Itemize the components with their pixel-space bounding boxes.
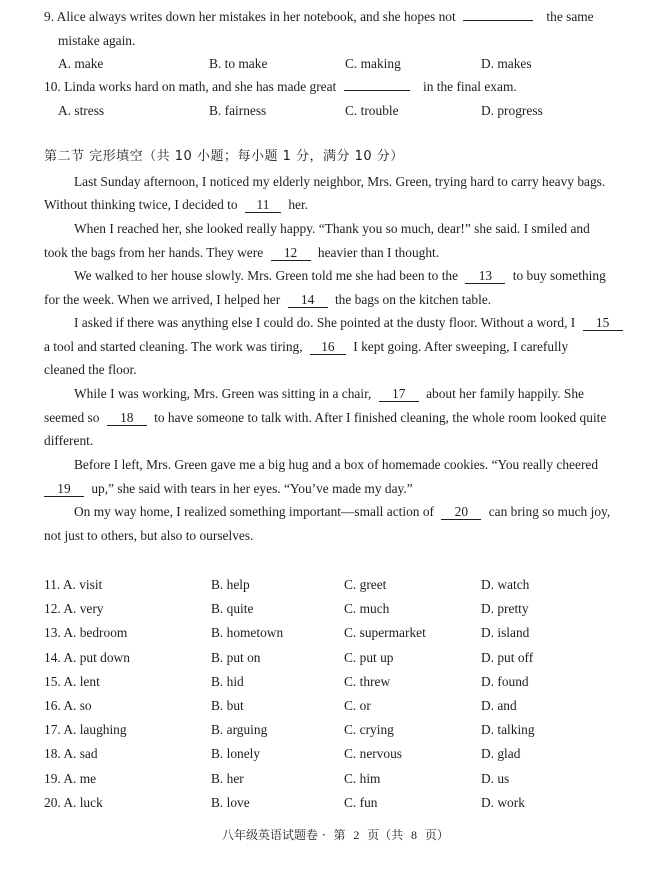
passage-text: a tool and started cleaning. The work was tiring, <box>44 339 303 354</box>
passage-text: up,” she said with tears in her eyes. “You’ve made my day.” <box>91 481 413 496</box>
q14-option-d: D. put off <box>481 649 534 665</box>
passage-text: On my way home, I realized something important—small action of <box>74 504 434 519</box>
q18-option-d: D. glad <box>481 746 521 762</box>
q16-option-c: C. or <box>344 698 371 713</box>
passage-p1-line2 <box>44 196 308 214</box>
q11-option-a: 11. A. visit <box>44 577 103 592</box>
q20-option-c: C. fun <box>344 794 378 810</box>
blank-11: 11 <box>245 197 281 213</box>
passage-p3-line1 <box>74 267 606 285</box>
q12-option-a: 12. A. very <box>44 601 104 617</box>
blank-16: 16 <box>310 339 346 355</box>
passage-text: to buy something <box>512 268 606 283</box>
q12-option-c: C. much <box>344 601 390 617</box>
q14-option-a: 14. A. put down <box>44 649 130 665</box>
footer-page-suffix: 页） <box>424 828 449 842</box>
q9-option-a: A. make <box>58 56 104 71</box>
q11-option-d: D. watch <box>481 577 530 592</box>
passage-p5-line1 <box>74 385 584 403</box>
q18-option-a: 18. A. sad <box>44 746 98 762</box>
blank-19: 19 <box>44 481 84 497</box>
passage-text: While I was working, Mrs. Green was sitting in a chair, <box>74 386 372 401</box>
footer-page-mid: 页（共 <box>367 828 404 842</box>
q10-text-before: 10. Linda works hard on math, and she has made great <box>44 79 337 94</box>
blank-14: 14 <box>288 292 328 308</box>
blank-17: 17 <box>379 386 419 402</box>
q17-option-b: B. arguing <box>211 722 268 738</box>
q10-blank <box>344 90 410 91</box>
q9-stem <box>44 8 594 26</box>
q9-option-c: C. making <box>345 56 401 71</box>
passage-text: for the week. When we arrived, I helped her <box>44 292 281 307</box>
q15-option-d: D. found <box>481 673 529 689</box>
q19-option-b: B. her <box>211 770 244 786</box>
q17-option-c: C. crying <box>344 722 394 738</box>
q17-option-d: D. talking <box>481 722 535 738</box>
q10-option-a: A. stress <box>58 103 105 118</box>
q18-option-c: C. nervous <box>344 746 403 762</box>
q11-option-c: C. greet <box>344 577 387 592</box>
q16-option-d: D. and <box>481 698 517 713</box>
passage-text: her. <box>288 197 309 212</box>
q15-option-b: B. hid <box>211 673 244 689</box>
passage-text: I asked if there was anything else I could do. She pointed at the dusty floor. Without a word, I <box>74 315 576 330</box>
q9-text-before: 9. Alice always writes down her mistakes in her notebook, and she hopes not <box>44 9 456 24</box>
q11-option-b: B. help <box>211 577 250 592</box>
passage-p7-line2: not just to others, but also to ourselves. <box>44 528 254 543</box>
q13-option-d: D. island <box>481 625 530 641</box>
passage-text: to have someone to talk with. After I finished cleaning, the whole room looked quite <box>154 410 607 425</box>
q10-option-d: D. progress <box>481 103 543 118</box>
q9-text-after: the same <box>546 9 594 24</box>
q16-option-a: 16. A. so <box>44 698 92 713</box>
blank-20: 20 <box>441 504 481 520</box>
q13-option-b: B. hometown <box>211 625 284 641</box>
passage-p6-line2 <box>44 480 413 498</box>
passage-text: about her family happily. She <box>426 386 584 401</box>
passage-text: took the bags from her hands. They were <box>44 245 264 260</box>
q12-option-d: D. pretty <box>481 601 529 617</box>
passage-p4-line2 <box>44 338 568 356</box>
q18-option-b: B. lonely <box>211 746 261 762</box>
passage-text: the bags on the kitchen table. <box>334 292 492 307</box>
q19-option-a: 19. A. me <box>44 770 97 786</box>
footer-label: 八年级英语试题卷 · <box>222 828 326 842</box>
q10-option-c: C. trouble <box>345 103 399 118</box>
q14-option-c: C. put up <box>344 649 394 665</box>
passage-p5-line3: different. <box>44 433 94 448</box>
q9-option-b: B. to make <box>209 56 268 71</box>
footer-page-total: 8 <box>410 828 417 842</box>
passage-p2-line1: When I reached her, she looked really happy. “Thank you so much, dear!” she said. I smiled and <box>74 221 590 236</box>
q15-option-a: 15. A. lent <box>44 673 100 689</box>
q10-stem <box>44 78 517 96</box>
footer-page-number: 2 <box>353 828 360 842</box>
blank-15: 15 <box>583 315 623 331</box>
footer-page-prefix: 第 <box>333 828 346 842</box>
passage-text: Without thinking twice, I decided to <box>44 197 238 212</box>
passage-p5-line2 <box>44 409 606 427</box>
q13-option-a: 13. A. bedroom <box>44 625 128 641</box>
q13-option-c: C. supermarket <box>344 625 426 641</box>
passage-p7-line1 <box>74 503 610 521</box>
passage-text: I kept going. After sweeping, I carefully <box>353 339 569 354</box>
q20-option-a: 20. A. luck <box>44 794 103 810</box>
passage-p2-line2 <box>44 244 439 262</box>
q12-option-b: B. quite <box>211 601 254 617</box>
passage-p1-line1: Last Sunday afternoon, I noticed my elderly neighbor, Mrs. Green, trying hard to carry heavy bags. <box>74 174 606 189</box>
q17-option-a: 17. A. laughing <box>44 722 127 738</box>
q20-option-b: B. love <box>211 794 250 810</box>
blank-13: 13 <box>465 268 505 284</box>
q16-option-b: B. but <box>211 698 244 713</box>
q10-option-b: B. fairness <box>209 103 267 118</box>
passage-p4-line3: cleaned the floor. <box>44 362 137 377</box>
passage-text: seemed so <box>44 410 100 425</box>
q9-option-d: D. makes <box>481 56 532 71</box>
q15-option-c: C. threw <box>344 673 391 689</box>
q14-option-b: B. put on <box>211 649 261 665</box>
section-title: 第二节 完形填空（共 10 小题；每小题 1 分，满分 10 分） <box>44 149 404 164</box>
q9-stem-cont: mistake again. <box>58 33 136 48</box>
q9-blank <box>463 20 533 21</box>
passage-p6-line1: Before I left, Mrs. Green gave me a big hug and a box of homemade cookies. “You really cheered <box>74 457 599 472</box>
passage-p3-line2 <box>44 291 491 309</box>
q10-text-after: in the final exam. <box>423 79 517 94</box>
passage-text: We walked to her house slowly. Mrs. Green told me she had been to the <box>74 268 459 283</box>
blank-12: 12 <box>271 245 311 261</box>
passage-p4-line1 <box>74 314 627 332</box>
passage-text: can bring so much joy, <box>488 504 611 519</box>
page-footer <box>222 826 449 844</box>
blank-18: 18 <box>107 410 147 426</box>
q19-option-c: C. him <box>344 770 381 786</box>
q20-option-d: D. work <box>481 794 525 810</box>
passage-text: heavier than I thought. <box>317 245 440 260</box>
q19-option-d: D. us <box>481 770 510 786</box>
